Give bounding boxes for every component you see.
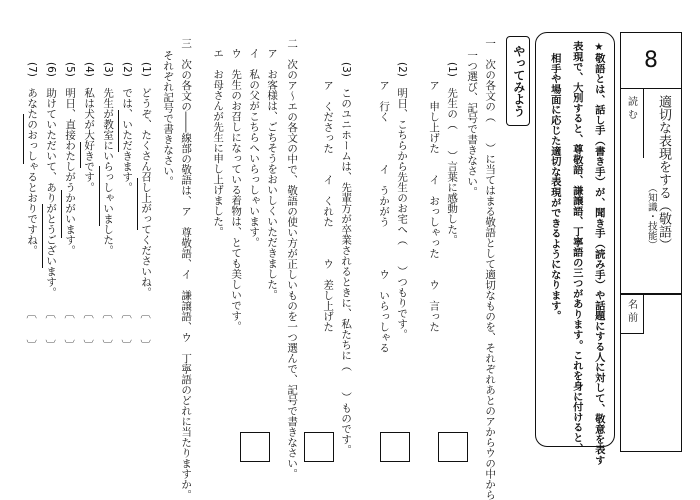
answer-box-2[interactable]: [240, 432, 270, 462]
section3-bracket-5[interactable]: 〔 〕: [63, 308, 76, 350]
underline-1: [137, 178, 138, 230]
explanation-line-1: ★敬語とは、話し手（書き手）が、聞き手（読み手）や話題にする人に対して、敬意を表す: [592, 41, 605, 465]
title-block: [620, 32, 682, 452]
section1-q2-options: ア 行く イ うかがう ウ いらっしゃる: [378, 80, 391, 353]
name-label-cell: [621, 293, 644, 334]
section1-q2-text: (2) 明日、こちらから先生のお宅へ（ ）つもりです。: [396, 62, 409, 340]
section2-option-i: イ 私の父がこちらへいらっしゃいます。: [248, 48, 261, 248]
section1-heading-2: 一つ選び、記号で書きなさい。: [466, 50, 479, 197]
section3-item-7: (7) あなたのおっしゃるとおりですね。: [26, 62, 39, 256]
unit-number: 8: [621, 33, 681, 89]
underline-5: [61, 190, 62, 238]
name-label: 名 前: [625, 299, 637, 323]
reading-label-cell: [621, 88, 644, 158]
section3-item-5: (5) 明日、直接わたしがうかがいます。: [64, 62, 77, 256]
section3-item-4: (4) 私は犬が大好きです。: [83, 62, 96, 193]
section3-bracket-4[interactable]: 〔 〕: [82, 308, 95, 350]
section2-option-u: ウ 先生のお召しになっている着物は、とても美しいです。: [230, 48, 243, 332]
section1-heading-1: 一 次の各文の（ ）に当てはまる敬語として適切なものを、それぞれあとのアからウの中から: [484, 38, 497, 500]
section1-q1-options: ア 申し上げた イ おっしゃった ウ 言った: [428, 80, 441, 332]
section3-bracket-1[interactable]: 〔 〕: [139, 308, 152, 350]
section3-item-6: (6) 助けていただいて、ありがとうございます。: [45, 62, 58, 298]
underline-3: [99, 166, 100, 226]
section2-option-e: エ お母さんが先生に申し上げました。: [212, 48, 225, 237]
underline-7: [23, 114, 24, 164]
practice-label-box: [506, 36, 530, 126]
explanation-line-2: 表現で、大別すると、尊敬語、謙譲語、丁寧語の三つがあります。これを身に付けると、: [570, 41, 583, 453]
explanation-box: [535, 32, 615, 465]
page-title: 適切な表現をする（敬語）: [655, 95, 671, 251]
section3-bracket-3[interactable]: 〔 〕: [101, 308, 114, 350]
section3-bracket-6[interactable]: 〔 〕: [44, 308, 57, 350]
underline-4: [80, 142, 81, 168]
answer-box-1-1[interactable]: [438, 432, 468, 462]
section2-option-a: ア お客様は、ごちそうをおいしくいただきました。: [266, 48, 279, 300]
underline-6: [42, 204, 43, 268]
section1-q3-options: ア くださった イ くれた ウ 差し上げた: [322, 80, 335, 332]
section3-heading-1: 三 次の各文の――線部の敬語は、ア 尊敬語、イ 謙譲語、ウ 丁寧語のどれに当たりますか。: [180, 38, 193, 500]
underline-2: [118, 110, 119, 152]
practice-label: やってみよう: [511, 45, 526, 117]
answer-box-1-2[interactable]: [380, 432, 410, 462]
section3-item-1: (1) どうぞ、たくさん召し上がってくださいね。: [140, 62, 153, 298]
section3-item-3: (3) 先生が教室にいらっしゃいました。: [102, 62, 115, 256]
section3-heading-2: それぞれ記号で書きなさい。: [162, 50, 175, 187]
reading-label: 読 む: [625, 96, 637, 120]
section1-q1-text: (1) 先生の（ ）言葉に感動した。: [446, 62, 459, 245]
section3-bracket-2[interactable]: 〔 〕: [120, 308, 133, 350]
section3-bracket-7[interactable]: 〔 〕: [25, 308, 38, 350]
explanation-line-3: 相手や場面に応じた適切な表現ができるようになります。: [548, 53, 561, 321]
category-label: （知識・技能）: [645, 183, 657, 250]
section2-heading: 二 次のア〜エの各文の中で、敬語の使い方が正しいものを一つ選んで、記号で書きなさい。: [286, 38, 299, 479]
answer-box-1-3[interactable]: [304, 432, 334, 462]
section3-item-2: (2) では、いただきます。: [121, 62, 134, 193]
section1-q3-text: (3) このユニホームは、先輩方が卒業されるときに、私たちに（ ）ものです。: [340, 62, 353, 455]
